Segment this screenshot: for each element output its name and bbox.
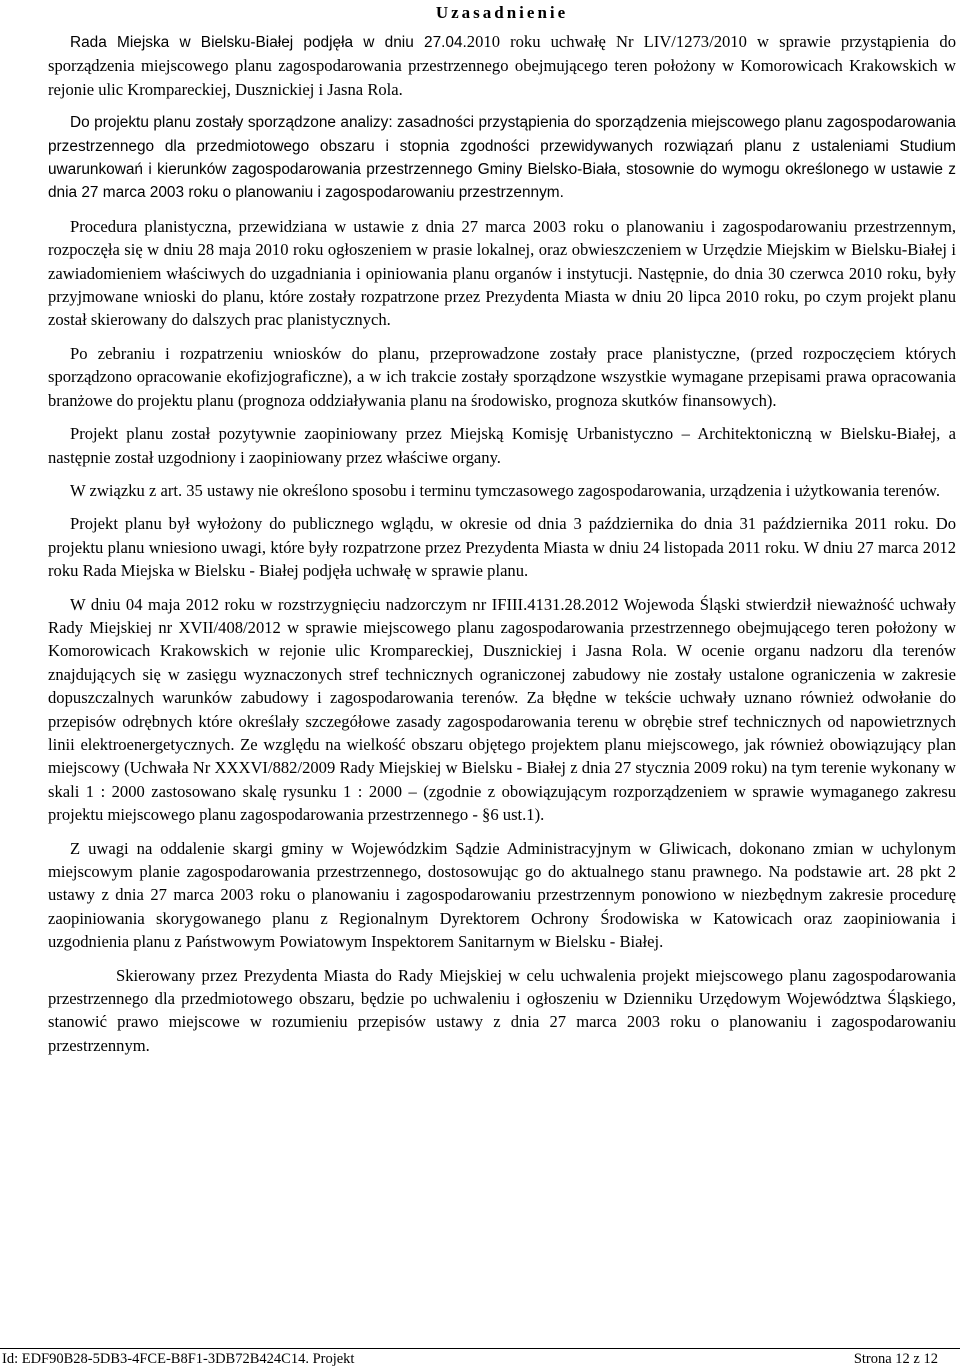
paragraph-7: Projekt planu był wyłożony do publicznego wglądu, w okresie od dnia 3 października do dnia 31 października 2011 roku. Do projektu planu wniesiono uwagi, które były rozpatrzone przez Prezydenta Miasta w dniu 24 listopada 2011 roku. W dniu 27 marca 2012 roku Rada Miejska w Bielsku - Białej podjęła uchwałę w sprawie planu.: [48, 514, 956, 581]
paragraph-3: Procedura planistyczna, przewidziana w ustawie z dnia 27 marca 2003 roku o planowaniu i zagospodarowaniu przestrzennym, rozpoczęła się w dniu 28 maja 2010 roku ogłoszeniem w prasie lokalnej, oraz obwieszczeniem w Urzędzie Miejskim w Bielsku-Białej i zawiadomieniem właściwych do uzgadniania i opiniowania planu organów i instytucji. Następnie, do dnia 30 czerwca 2010 roku, były przyjmowane wnioski do planu, które zostały rozpatrzone przez Prezydenta Miasta w dniu 20 lipca 2010 roku, po czym projekt planu został skierowany do dalszych prac planistycznych.: [48, 216, 956, 330]
paragraph-2: Do projektu planu zostały sporządzone analizy: zasadności przystąpienia do sporządzenia miejscowego planu zagospodarowania przestrzennego dla przedmiotowego obszaru i stopnia zgodności przewidywanych rozwiązań planu z ustaleniami Studium uwarunkowań i kierunków zagospodarowania przestrzennego Gminy Bielsko-Biała, stosownie do wymogu określonego w ustawie z dnia 27 marca 2003 roku o planowaniu i zagospodarowaniu przestrzennym.: [48, 114, 956, 202]
paragraph-8: W dniu 04 maja 2012 roku w rozstrzygnięciu nadzorczym nr IFIII.4131.28.2012 Wojewoda Śląski stwierdził nieważność uchwały Rady Miejskiej nr XVII/408/2012 w sprawie miejscowego planu zagospodarowania przestrzennego obejmującego teren położony w Komorowicach Krakowskich w rejonie ulic Krompareckiej, Dusznickiej i Jasna Rola. W ocenie organu nadzoru dla terenów znajdujących się w zasięgu wyznaczonych stref technicznych ograniczonej zabudowy nie zostały ustalone ograniczenia w zakresie dopuszczalnych warunków zabudowy i zagospodarowania terenów. Za błędne w tekście uchwały uznano również odwołanie do przepisów odrębnych które określały szczegółowe zasady zagospodarowania terenu w obrębie stref technicznych od napowietrznych linii elektroenergetycznych. Ze względu na wielkość obszaru objętego projektem planu miejscowego, jak również obowiązujący plan miejscowy (Uchwała Nr XXXVI/882/2009 Rady Miejskiej w Bielsku - Białej z dnia 27 stycznia 2009 roku) na tym terenie wykonany w skali 1 : 2000 zastosowano skalę rysunku 1 : 2000 – (zgodnie z obowiązującym rozporządzeniem w sprawie wymaganego zakresu projektu miejscowego planu zagospodarowania przestrzennego - §6 ust.1).: [48, 594, 956, 825]
paragraph-4: Po zebraniu i rozpatrzeniu wniosków do planu, przeprowadzone zostały prace planistyczne, (przed rozpoczęciem których sporządzono opracowanie ekofizjograficzne), a w ich trakcie zostały sporządzone wszystkie wymagane przepisami prawa opracowania branżowe do projektu planu (prognoza oddziaływania planu na środowisko, prognoza skutków finansowych).: [48, 343, 956, 410]
paragraph-10: Skierowany przez Prezydenta Miasta do Rady Miejskiej w celu uchwalenia projekt miejscowego planu zagospodarowania przestrzennego dla przedmiotowego obszaru, będzie po uchwaleniu i ogłoszeniu w Dzienniku Urzędowym Województwa Śląskiego, stanowić prawo miejscowe w rozumieniu przepisów ustawy z dnia 27 marca 2003 roku o planowaniu i zagospodarowaniu przestrzennym.: [48, 965, 956, 1055]
paragraph-1: [48, 30, 956, 101]
page-footer: [0, 1348, 960, 1369]
paragraph-1-part-a: Rada Miejska w Bielsku-Białej podjęła w dniu 27.04.: [70, 34, 467, 51]
paragraph-5: Projekt planu został pozytywnie zaopiniowany przez Miejską Komisję Urbanistyczno – Architektoniczną w Bielsku-Białej, a następnie został uzgodniony i zaopiniowany przez właściwe organy.: [48, 424, 956, 467]
footer-document-id: Id: EDF90B28-5DB3-4FCE-B8F1-3DB72B424C14. Projekt: [2, 1351, 355, 1367]
document-title: Uzasadnienie: [435, 3, 569, 22]
paragraph-6: W związku z art. 35 ustawy nie określono sposobu i terminu tymczasowego zagospodarowania, urządzenia i użytkowania terenów.: [70, 480, 940, 500]
document-page: [48, 0, 956, 1067]
paragraph-9: Z uwagi na oddalenie skargi gminy w Wojewódzkim Sądzie Administracyjnym w Gliwicach, dokonano zmian w uchylonym miejscowym planie zagospodarowania przestrzennego, dostosowując go do aktualnego stanu prawnego. Na podstawie art. 28 pkt 2 ustawy z dnia 27 marca 2003 roku o planowaniu i zagospodarowaniu przestrzennym ponowiono w niezbędnym zakresie procedurę zaopiniowania skorygowanego planu z Regionalnym Dyrektorem Ochrony Środowiska w Katowicach oraz zaopiniowania i uzgodnienia planu z Państwowym Powiatowym Inspektorem Sanitarnym w Bielsku - Białej.: [48, 838, 956, 952]
paragraph-1-part-b: 2010 roku uchwałę Nr LIV/1273/2010 w sprawie przystąpienia do sporządzenia miejscowego planu zagospodarowania przestrzennego obejmującego teren położony w Komorowicach Krakowskich w rejonie ulic Krompareckiej, Dusznickiej i Jasna Rola.: [48, 32, 956, 99]
footer-page-number: Strona 12 z 12: [853, 1351, 938, 1367]
